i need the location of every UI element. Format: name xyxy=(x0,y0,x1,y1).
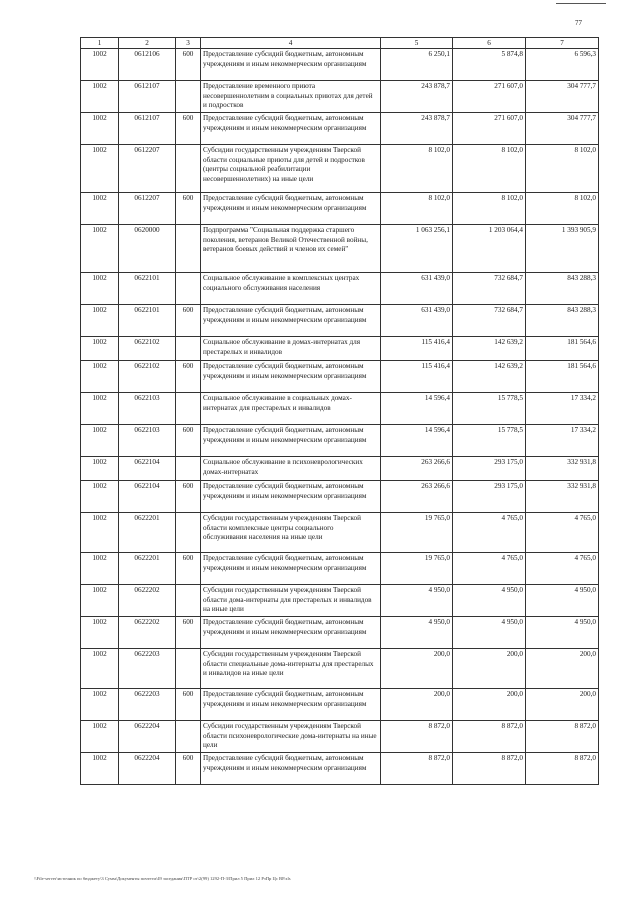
target-article-code: 0622202 xyxy=(119,617,176,649)
amount-col-5: 8 872,0 xyxy=(381,753,453,785)
amount-col-7: 4 765,0 xyxy=(526,513,599,553)
amount-col-6: 732 684,7 xyxy=(453,305,526,337)
item-name: Предоставление субсидий бюджетным, автономным учреждениям и иным некоммерческим организациям xyxy=(201,49,381,81)
expense-type-code xyxy=(176,721,201,753)
amount-col-5: 1 063 256,1 xyxy=(381,225,453,273)
amount-col-7: 200,0 xyxy=(526,649,599,689)
target-article-code: 0622204 xyxy=(119,753,176,785)
rz-code: 1002 xyxy=(81,49,119,81)
amount-col-6: 4 950,0 xyxy=(453,617,526,649)
amount-col-7: 304 777,7 xyxy=(526,81,599,113)
rz-code: 1002 xyxy=(81,649,119,689)
amount-col-5: 19 765,0 xyxy=(381,553,453,585)
target-article-code: 0622102 xyxy=(119,361,176,393)
amount-col-5: 6 250,1 xyxy=(381,49,453,81)
amount-col-6: 732 684,7 xyxy=(453,273,526,305)
target-article-code: 0622101 xyxy=(119,305,176,337)
header-col-1: 1 xyxy=(81,38,119,49)
amount-col-5: 14 596,4 xyxy=(381,393,453,425)
target-article-code: 0622102 xyxy=(119,337,176,361)
amount-col-5: 631 439,0 xyxy=(381,273,453,305)
target-article-code: 0620000 xyxy=(119,225,176,273)
amount-col-7: 8 102,0 xyxy=(526,193,599,225)
table-row xyxy=(81,225,599,273)
amount-col-6: 8 872,0 xyxy=(453,753,526,785)
header-row xyxy=(81,38,599,49)
expense-type-code xyxy=(176,513,201,553)
header-col-4: 4 xyxy=(201,38,381,49)
expense-type-code xyxy=(176,225,201,273)
table-row xyxy=(81,113,599,145)
expense-type-code xyxy=(176,273,201,305)
table-row xyxy=(81,81,599,113)
table-row xyxy=(81,753,599,785)
top-rule xyxy=(556,3,606,4)
rz-code: 1002 xyxy=(81,273,119,305)
amount-col-7: 8 872,0 xyxy=(526,721,599,753)
table-row xyxy=(81,393,599,425)
target-article-code: 0622202 xyxy=(119,585,176,617)
target-article-code: 0622201 xyxy=(119,553,176,585)
amount-col-7: 181 564,6 xyxy=(526,337,599,361)
amount-col-6: 15 778,5 xyxy=(453,393,526,425)
rz-code: 1002 xyxy=(81,481,119,513)
amount-col-7: 8 102,0 xyxy=(526,145,599,193)
amount-col-7: 843 288,3 xyxy=(526,273,599,305)
amount-col-7: 332 931,8 xyxy=(526,457,599,481)
target-article-code: 0622104 xyxy=(119,481,176,513)
target-article-code: 0612106 xyxy=(119,49,176,81)
expense-type-code xyxy=(176,457,201,481)
item-name: Предоставление субсидий бюджетным, автономным учреждениям и иным некоммерческим организациям xyxy=(201,305,381,337)
table-row xyxy=(81,337,599,361)
amount-col-5: 631 439,0 xyxy=(381,305,453,337)
amount-col-7: 17 334,2 xyxy=(526,393,599,425)
target-article-code: 0622104 xyxy=(119,457,176,481)
amount-col-5: 115 416,4 xyxy=(381,361,453,393)
table-row xyxy=(81,49,599,81)
table-row xyxy=(81,273,599,305)
header-col-6: 6 xyxy=(453,38,526,49)
amount-col-5: 200,0 xyxy=(381,689,453,721)
amount-col-6: 8 102,0 xyxy=(453,145,526,193)
expense-type-code: 600 xyxy=(176,481,201,513)
rz-code: 1002 xyxy=(81,145,119,193)
item-name: Социальное обслуживание в социальных домах-интернатах для престарелых и инвалидов xyxy=(201,393,381,425)
table-row xyxy=(81,481,599,513)
table-row xyxy=(81,193,599,225)
item-name: Подпрограмма "Социальная поддержка старшего поколения, ветеранов Великой Отечественной войны, ветеранов боевых действий и членов их семей" xyxy=(201,225,381,273)
item-name: Социальное обслуживание в комплексных центрах социального обслуживания населения xyxy=(201,273,381,305)
amount-col-6: 293 175,0 xyxy=(453,481,526,513)
item-name: Предоставление субсидий бюджетным, автономным учреждениям и иным некоммерческим организациям xyxy=(201,689,381,721)
amount-col-6: 271 607,0 xyxy=(453,113,526,145)
amount-col-7: 17 334,2 xyxy=(526,425,599,457)
expense-type-code xyxy=(176,649,201,689)
item-name: Социальное обслуживание в домах-интернатах для престарелых и инвалидов xyxy=(201,337,381,361)
amount-col-6: 8 872,0 xyxy=(453,721,526,753)
target-article-code: 0622103 xyxy=(119,393,176,425)
file-path-footer: \\File-server\источник по бюджету\3 Сумм\Документы почтеги\49 заседания\ПТР от\2(99) 1292-П-3\Прил 5 Прил 12 РзПр Цс ВР.xls xyxy=(34,876,291,881)
amount-col-7: 181 564,6 xyxy=(526,361,599,393)
item-name: Субсидии государственным учреждениям Тверской области комплексные центры социального обслуживания населения на иные цели xyxy=(201,513,381,553)
amount-col-5: 19 765,0 xyxy=(381,513,453,553)
header-col-3: 3 xyxy=(176,38,201,49)
rz-code: 1002 xyxy=(81,457,119,481)
target-article-code: 0622203 xyxy=(119,649,176,689)
target-article-code: 0622101 xyxy=(119,273,176,305)
table-row xyxy=(81,457,599,481)
rz-code: 1002 xyxy=(81,305,119,337)
amount-col-5: 263 266,6 xyxy=(381,457,453,481)
expense-type-code: 600 xyxy=(176,49,201,81)
rz-code: 1002 xyxy=(81,337,119,361)
amount-col-5: 8 872,0 xyxy=(381,721,453,753)
item-name: Предоставление субсидий бюджетным, автономным учреждениям и иным некоммерческим организациям xyxy=(201,617,381,649)
amount-col-7: 6 596,3 xyxy=(526,49,599,81)
amount-col-7: 304 777,7 xyxy=(526,113,599,145)
amount-col-5: 8 102,0 xyxy=(381,145,453,193)
rz-code: 1002 xyxy=(81,225,119,273)
target-article-code: 0612207 xyxy=(119,145,176,193)
expense-type-code xyxy=(176,337,201,361)
target-article-code: 0612207 xyxy=(119,193,176,225)
amount-col-6: 15 778,5 xyxy=(453,425,526,457)
amount-col-7: 1 393 905,9 xyxy=(526,225,599,273)
target-article-code: 0622203 xyxy=(119,689,176,721)
expense-type-code: 600 xyxy=(176,753,201,785)
rz-code: 1002 xyxy=(81,113,119,145)
budget-table-container xyxy=(80,37,598,785)
amount-col-5: 115 416,4 xyxy=(381,337,453,361)
budget-table xyxy=(80,37,599,785)
amount-col-5: 263 266,6 xyxy=(381,481,453,513)
amount-col-5: 243 878,7 xyxy=(381,113,453,145)
amount-col-7: 8 872,0 xyxy=(526,753,599,785)
item-name: Субсидии государственным учреждениям Тверской области специальные дома-интернаты для престарелых и инвалидов на иные цели xyxy=(201,649,381,689)
item-name: Субсидии государственным учреждениям Тверской области социальные приюты для детей и подростков (центры социальной реабилитации несовершеннолетних) на иные цели xyxy=(201,145,381,193)
amount-col-6: 142 639,2 xyxy=(453,361,526,393)
expense-type-code xyxy=(176,145,201,193)
expense-type-code: 600 xyxy=(176,425,201,457)
rz-code: 1002 xyxy=(81,393,119,425)
page-number: 77 xyxy=(575,19,582,27)
amount-col-6: 4 765,0 xyxy=(453,513,526,553)
amount-col-6: 1 203 064,4 xyxy=(453,225,526,273)
amount-col-6: 200,0 xyxy=(453,689,526,721)
table-row xyxy=(81,305,599,337)
table-row xyxy=(81,649,599,689)
table-row xyxy=(81,553,599,585)
amount-col-7: 200,0 xyxy=(526,689,599,721)
amount-col-7: 332 931,8 xyxy=(526,481,599,513)
amount-col-6: 142 639,2 xyxy=(453,337,526,361)
item-name: Субсидии государственным учреждениям Тверской области дома-интернаты для престарелых и инвалидов на иные цели xyxy=(201,585,381,617)
table-row xyxy=(81,145,599,193)
item-name: Предоставление субсидий бюджетным, автономным учреждениям и иным некоммерческим организациям xyxy=(201,425,381,457)
table-row xyxy=(81,425,599,457)
table-row xyxy=(81,689,599,721)
amount-col-5: 243 878,7 xyxy=(381,81,453,113)
target-article-code: 0612107 xyxy=(119,113,176,145)
item-name: Предоставление субсидий бюджетным, автономным учреждениям и иным некоммерческим организациям xyxy=(201,481,381,513)
expense-type-code xyxy=(176,393,201,425)
amount-col-5: 4 950,0 xyxy=(381,617,453,649)
amount-col-5: 14 596,4 xyxy=(381,425,453,457)
table-row xyxy=(81,721,599,753)
amount-col-5: 8 102,0 xyxy=(381,193,453,225)
amount-col-6: 4 950,0 xyxy=(453,585,526,617)
table-row xyxy=(81,513,599,553)
item-name: Социальное обслуживание в психоневрологических домах-интернатах xyxy=(201,457,381,481)
rz-code: 1002 xyxy=(81,585,119,617)
item-name: Предоставление временного приюта несовершеннолетним в социальных приютах для детей и подростков xyxy=(201,81,381,113)
expense-type-code: 600 xyxy=(176,617,201,649)
rz-code: 1002 xyxy=(81,513,119,553)
expense-type-code: 600 xyxy=(176,113,201,145)
target-article-code: 0622103 xyxy=(119,425,176,457)
amount-col-7: 4 950,0 xyxy=(526,585,599,617)
header-col-2: 2 xyxy=(119,38,176,49)
amount-col-7: 4 950,0 xyxy=(526,617,599,649)
amount-col-7: 843 288,3 xyxy=(526,305,599,337)
expense-type-code xyxy=(176,585,201,617)
item-name: Предоставление субсидий бюджетным, автономным учреждениям и иным некоммерческим организациям xyxy=(201,553,381,585)
amount-col-6: 5 874,8 xyxy=(453,49,526,81)
header-col-7: 7 xyxy=(526,38,599,49)
amount-col-6: 200,0 xyxy=(453,649,526,689)
rz-code: 1002 xyxy=(81,689,119,721)
rz-code: 1002 xyxy=(81,721,119,753)
target-article-code: 0622201 xyxy=(119,513,176,553)
item-name: Предоставление субсидий бюджетным, автономным учреждениям и иным некоммерческим организациям xyxy=(201,193,381,225)
expense-type-code: 600 xyxy=(176,689,201,721)
item-name: Субсидии государственным учреждениям Тверской области психоневрологические дома-интернаты на иные цели xyxy=(201,721,381,753)
expense-type-code: 600 xyxy=(176,193,201,225)
amount-col-6: 4 765,0 xyxy=(453,553,526,585)
table-row xyxy=(81,617,599,649)
amount-col-6: 8 102,0 xyxy=(453,193,526,225)
rz-code: 1002 xyxy=(81,425,119,457)
rz-code: 1002 xyxy=(81,617,119,649)
rz-code: 1002 xyxy=(81,81,119,113)
expense-type-code: 600 xyxy=(176,553,201,585)
target-article-code: 0622204 xyxy=(119,721,176,753)
amount-col-6: 271 607,0 xyxy=(453,81,526,113)
rz-code: 1002 xyxy=(81,361,119,393)
target-article-code: 0612107 xyxy=(119,81,176,113)
header-col-5: 5 xyxy=(381,38,453,49)
expense-type-code: 600 xyxy=(176,305,201,337)
amount-col-5: 200,0 xyxy=(381,649,453,689)
item-name: Предоставление субсидий бюджетным, автономным учреждениям и иным некоммерческим организациям xyxy=(201,361,381,393)
table-row xyxy=(81,585,599,617)
rz-code: 1002 xyxy=(81,753,119,785)
amount-col-7: 4 765,0 xyxy=(526,553,599,585)
rz-code: 1002 xyxy=(81,553,119,585)
amount-col-6: 293 175,0 xyxy=(453,457,526,481)
item-name: Предоставление субсидий бюджетным, автономным учреждениям и иным некоммерческим организациям xyxy=(201,753,381,785)
rz-code: 1002 xyxy=(81,193,119,225)
item-name: Предоставление субсидий бюджетным, автономным учреждениям и иным некоммерческим организациям xyxy=(201,113,381,145)
expense-type-code: 600 xyxy=(176,361,201,393)
table-row xyxy=(81,361,599,393)
expense-type-code xyxy=(176,81,201,113)
amount-col-5: 4 950,0 xyxy=(381,585,453,617)
